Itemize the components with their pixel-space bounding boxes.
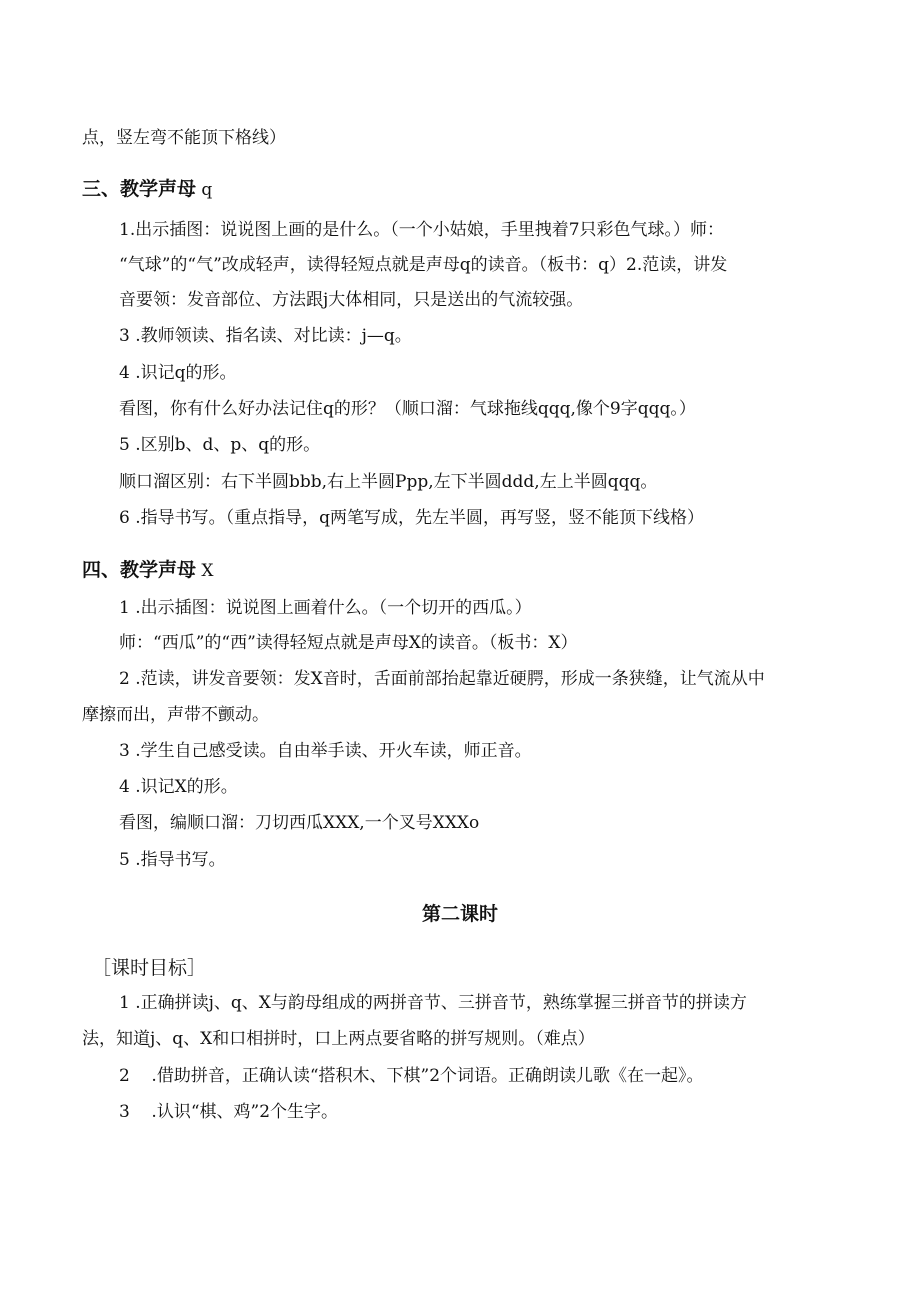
text-line: 3 .认识“棋、鸡”2个生字。 [119, 1102, 339, 1122]
text-line: 1.出示插图：说说图上画的是什么。（一个小姑娘，手里拽着7只彩色气球。）师： [119, 220, 725, 240]
text-line: 3 .教师领读、指名读、对比读：j—q。 [119, 326, 412, 346]
section-heading-4 [82, 557, 214, 584]
heading-letter: X [196, 561, 214, 581]
text-line: 4 .识记X的形。 [119, 777, 238, 797]
text-line: 5 .区别b、d、p、q的形。 [119, 435, 321, 455]
text-line: 摩擦而出，声带不颤动。 [82, 705, 269, 725]
lesson-title: 第二课时 [421, 903, 498, 925]
goal-heading: ［课时目标］ [92, 957, 207, 979]
text-line: “气球”的“气”改成轻声，读得轻短点就是声母q的读音。（板书：q）2.范读，讲发 [119, 255, 728, 275]
text-line: 5 .指导书写。 [119, 850, 226, 870]
text-line: 法，知道j、q、X和口相拼时，口上两点要省略的拼写规则。（难点） [82, 1029, 595, 1049]
text-line: 师：“西瓜”的“西”读得轻短点就是声母X的读音。（板书：X） [119, 633, 578, 653]
text-line: 2 .借助拼音，正确认读“搭积木、下棋”2个词语。正确朗读儿歌《在一起》。 [119, 1066, 704, 1086]
text-line: 6 .指导书写。（重点指导，q两笔写成，先左半圆，再写竖，竖不能顶下线格） [119, 508, 705, 528]
text-line: 点，竖左弯不能顶下格线） [82, 128, 286, 148]
text-line: 3 .学生自己感受读。自由举手读、开火车读，师正音。 [119, 741, 532, 761]
text-line: 看图，你有什么好办法记住q的形？（顺口溜：气球拖线qqq,像个9字qqq。） [119, 399, 696, 419]
heading-text: 四、教学声母 [82, 559, 197, 581]
text-line: 2 .范读，讲发音要领：发X音时，舌面前部抬起靠近硬腭，形成一条狭缝，让气流从中 [119, 669, 765, 689]
heading-letter: q [196, 180, 213, 200]
text-line: 顺口溜区别：右下半圆bbb,右上半圆Ppp,左下半圆ddd,左上半圆qqq。 [119, 472, 658, 492]
heading-text: 三、教学声母 [82, 178, 197, 200]
text-line: 4 .识记q的形。 [119, 363, 237, 383]
text-line: 1 .出示插图：说说图上画着什么。（一个切开的西瓜。） [119, 598, 532, 618]
text-line: 1 .正确拼读j、q、X与韵母组成的两拼音节、三拼音节，熟练掌握三拼音节的拼读方 [119, 993, 747, 1013]
text-line: 看图，编顺口溜：刀切西瓜XXX,一个叉号XXXo [119, 813, 480, 833]
text-line: 音要领：发音部位、方法跟j大体相同，只是送出的气流较强。 [119, 290, 584, 310]
section-heading-3 [82, 176, 212, 203]
